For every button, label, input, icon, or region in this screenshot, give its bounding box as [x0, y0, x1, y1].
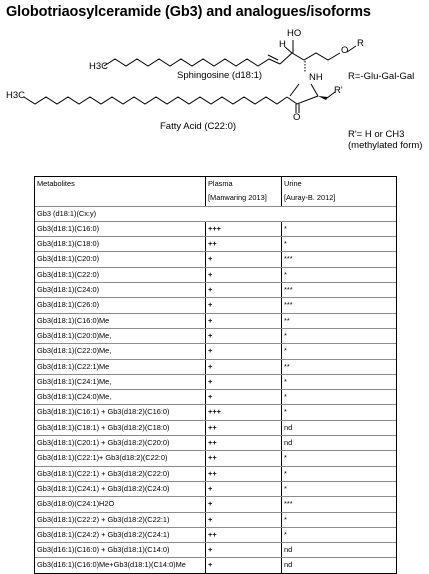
plasma-cell: +++ [206, 222, 282, 236]
plasma-cell: ++ [206, 421, 282, 435]
carbonyl-oxygen-label: O [293, 112, 301, 123]
plasma-cell: + [206, 283, 282, 297]
urine-cell: * [284, 468, 287, 478]
metabolite-cell: Gb3(d18:1)(C26:0) [35, 298, 206, 312]
r-prime-definition-note: (methylated form) [348, 140, 423, 151]
urine-cell: * [284, 239, 287, 249]
table-row [35, 451, 396, 466]
metabolite-cell: Gb3(d18:1)(C22:1)Me [35, 360, 206, 374]
plasma-cell: + [206, 497, 282, 511]
metabolite-cell: Gb3(d18:1)(C18:1) + Gb3(d18:2)(C18:0) [35, 421, 206, 435]
urine-cell: * [284, 223, 287, 233]
metabolite-cell: Gb3(d18:1)(C24:1) + Gb3(d18:2)(C24:0) [35, 482, 206, 496]
table-row [35, 482, 396, 497]
urine-cell: *** [284, 254, 293, 264]
table-row [35, 513, 396, 528]
header-metabolites: Metabolites [35, 177, 206, 191]
metabolite-cell: Gb3(d18:1)(C20:0)Me, [35, 329, 206, 343]
amine-label: NH [309, 72, 323, 83]
table-row [35, 421, 396, 436]
table-row [35, 237, 396, 252]
table-row [35, 528, 396, 543]
sphingosine-headgroup [280, 53, 340, 64]
plasma-cell: + [206, 268, 282, 282]
stereo-wedge [318, 96, 328, 100]
alpha-carbon-bond [287, 96, 318, 104]
plasma-cell: + [206, 543, 282, 557]
urine-cell: *** [284, 285, 293, 295]
fatty-acid-chain [24, 97, 287, 104]
plasma-cell: + [206, 344, 282, 358]
urine-cell: * [284, 453, 287, 463]
table-row [35, 497, 396, 512]
plasma-cell: + [206, 252, 282, 266]
plasma-cell: + [206, 298, 282, 312]
table-row [35, 344, 396, 359]
r-definition: R=-Glu-Gal-Gal [348, 71, 415, 82]
table-row [35, 543, 396, 558]
table-row [35, 375, 396, 390]
plasma-cell: +++ [206, 405, 282, 419]
metabolite-cell: Gb3(d18:1)(C22:0) [35, 268, 206, 282]
metabolites-table [34, 176, 397, 574]
table-header-row [35, 177, 396, 191]
plasma-cell: + [206, 314, 282, 328]
metabolite-cell: Gb3(d18:1)(C18:0) [35, 237, 206, 251]
metabolite-cell: Gb3(d18:1)(C16:0)Me [35, 314, 206, 328]
plasma-cell: ++ [206, 237, 282, 251]
metabolite-cell: Gb3(d18:1)(C16:0) [35, 222, 206, 236]
group-label: Gb3 (d18:1)(Cx:y) [37, 208, 97, 218]
plasma-cell: + [206, 329, 282, 343]
metabolite-cell: Gb3(d18:1)(C24:1)Me, [35, 375, 206, 389]
header-ref-metabolites [35, 191, 206, 205]
urine-cell: nd [284, 545, 293, 555]
table-row [35, 405, 396, 420]
urine-cell: * [284, 483, 287, 493]
plasma-cell: + [206, 360, 282, 374]
metabolite-cell: Gb3(d18:1)(C20:0) [35, 252, 206, 266]
table-row [35, 329, 396, 344]
r-prime-label: R' [334, 85, 343, 96]
sphingosine-chain [104, 59, 280, 66]
metabolite-cell: Gb3(d16:1)(C16:0) + Gb3(d18:1)(C14:0) [35, 543, 206, 557]
urine-cell: ** [284, 315, 290, 325]
urine-cell: * [284, 346, 287, 356]
urine-cell: ** [284, 361, 290, 371]
header-ref-urine: [Auray-B. 2012] [284, 193, 336, 203]
metabolite-cell: Gb3(d18:1)(C22:1) + Gb3(d18:2)(C22:0) [35, 467, 206, 481]
table-row [35, 268, 396, 283]
page-title: Globotriaosylceramide (Gb3) and analogues/isoforms [6, 4, 371, 20]
metabolite-cell: Gb3(d18:1)(C22:2) + Gb3(d18:2)(C22:1) [35, 513, 206, 527]
metabolite-cell: Gb3(d18:1)(C24:0)Me, [35, 390, 206, 404]
table-group-row [35, 207, 396, 222]
hydroxyl-label: HO [287, 28, 302, 39]
plasma-cell: ++ [206, 528, 282, 542]
metabolite-cell: Gb3(d18:0)(C24:1)H2O [35, 497, 206, 511]
urine-cell: nd [284, 438, 293, 448]
table-row [35, 298, 396, 313]
hydrogen-bond [285, 47, 292, 53]
plasma-cell: + [206, 513, 282, 527]
table-row [35, 558, 396, 572]
amide-bond [290, 84, 299, 96]
methyl-label-bottom: H3C [6, 90, 26, 101]
table-row [35, 436, 396, 451]
metabolite-cell: Gb3(d18:1)(C22:1)+ Gb3(d18:2)(C22:0) [35, 451, 206, 465]
plasma-cell: + [206, 482, 282, 496]
n-calpha-bond [311, 84, 318, 96]
r-prime-definition: R'= H or CH3 [348, 129, 405, 140]
plasma-cell: ++ [206, 467, 282, 481]
metabolite-cell: Gb3(d18:1)(C24:0) [35, 283, 206, 297]
header-ref-plasma: [Manwaring 2013] [206, 191, 282, 205]
metabolite-cell: Gb3(d18:1)(C24:2) + Gb3(d18:2)(C24:1) [35, 528, 206, 542]
table-row [35, 467, 396, 482]
urine-cell: *** [284, 499, 293, 509]
metabolite-cell: Gb3(d18:1)(C22:0)Me, [35, 344, 206, 358]
urine-cell: nd [284, 560, 293, 570]
plasma-cell: ++ [206, 436, 282, 450]
urine-cell: * [284, 514, 287, 524]
urine-cell: * [284, 376, 287, 386]
table-row [35, 252, 396, 267]
plasma-cell: + [206, 390, 282, 404]
fatty-acid-label: Fatty Acid (C22:0) [160, 121, 237, 132]
metabolite-cell: Gb3(d16:1)(C16:0)Me+Gb3(d18:1)(C14:0)Me [35, 558, 206, 572]
hydrogen-label: H [279, 39, 286, 50]
oxygen-label: O [341, 45, 349, 56]
plasma-cell: + [206, 375, 282, 389]
methyl-label-top: H3C [89, 61, 109, 72]
sphingosine-label: Sphingosine (d18:1) [177, 70, 263, 81]
plasma-cell: ++ [206, 451, 282, 465]
metabolite-cell: Gb3(d18:1)(C20:1) + Gb3(d18:2)(C20:0) [35, 436, 206, 450]
table-row [35, 222, 396, 237]
table-row [35, 314, 396, 329]
urine-cell: * [284, 269, 287, 279]
urine-cell: * [284, 330, 287, 340]
urine-cell: * [284, 407, 287, 417]
table-row [35, 390, 396, 405]
urine-cell: * [284, 529, 287, 539]
plasma-cell: + [206, 558, 282, 572]
table-row [35, 360, 396, 375]
header-plasma: Plasma [206, 177, 282, 191]
metabolite-cell: Gb3(d18:1)(C16:1) + Gb3(d18:2)(C16:0) [35, 405, 206, 419]
table-row [35, 283, 396, 298]
table-header-ref-row [35, 191, 396, 206]
urine-cell: *** [284, 300, 293, 310]
urine-cell: * [284, 392, 287, 402]
r-group-label: R [357, 38, 364, 49]
urine-cell: nd [284, 422, 293, 432]
header-urine: Urine [284, 179, 302, 188]
